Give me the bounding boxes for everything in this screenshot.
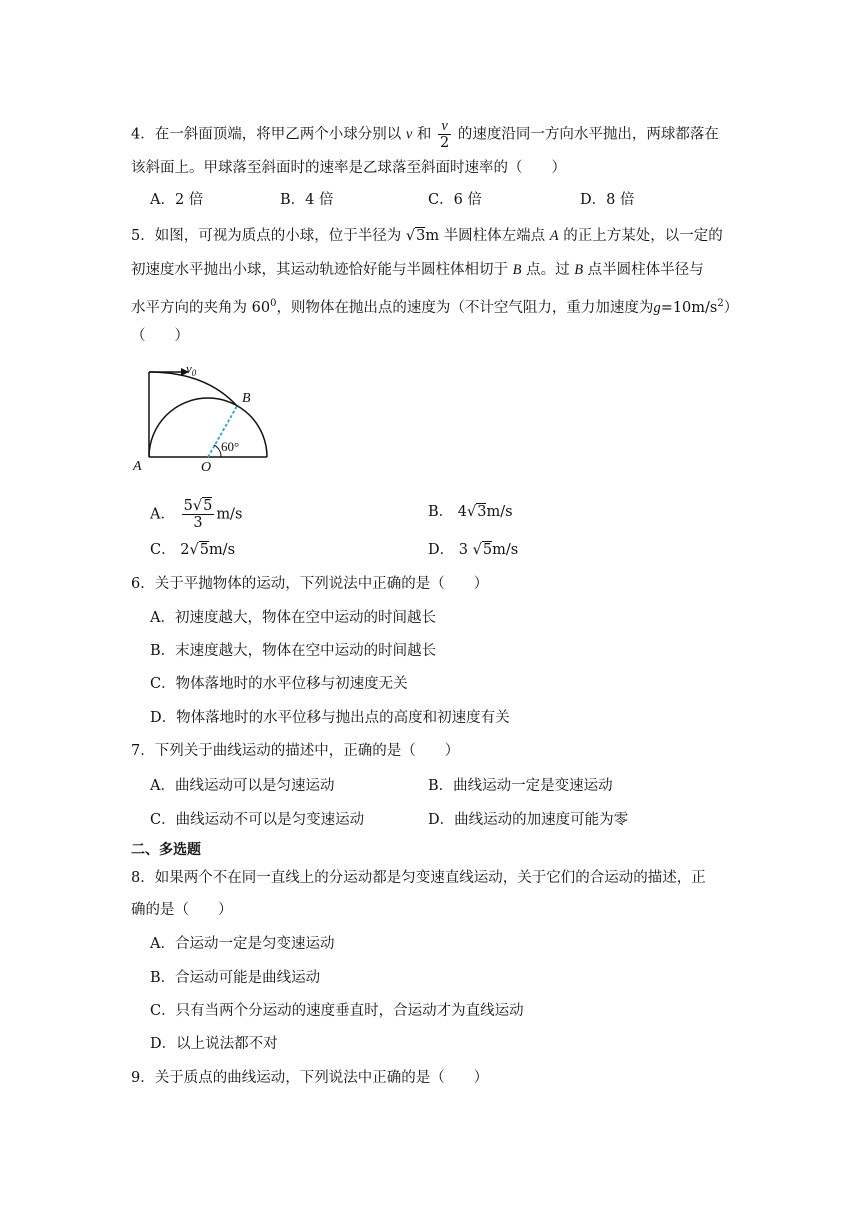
q4-option-d: D．8 倍 [580,192,635,208]
q5-text: 水平方向的夹角为 60 [131,299,271,316]
q8-option-b: B．合运动可能是曲线运动 [150,970,321,986]
radicand: 5 [482,542,493,558]
var-g: g [653,299,661,316]
q5-line4: （ ） [131,328,189,344]
q5-line1 [131,226,723,246]
q6-option-c: C．物体落地时的水平位移与初速度无关 [150,676,408,692]
q5-option-a [150,498,242,531]
q5-text: 初速度水平抛出小球，其运动轨迹恰好能与半圆柱体相切于 [131,262,508,278]
label-a: A [133,459,142,474]
q8-option-d: D．以上说法都不对 [150,1036,278,1052]
q4-option-c: C．6 倍 [428,192,482,208]
semicircle [149,398,267,457]
fraction-numerator: v [438,118,451,135]
radicand: 5 [199,542,209,558]
q7-option-c: C．曲线运动不可以是匀变速运动 [150,812,365,828]
q9-stem: 9．关于质点的曲线运动，下列说法中正确的是（ ） [131,1070,489,1086]
fraction-numerator [182,498,215,515]
label-o: O [201,460,212,475]
q7-option-a: A．曲线运动可以是匀速运动 [150,778,335,794]
q5-line3 [131,294,738,318]
unit: m [425,228,440,244]
sqrt: √5 [472,542,493,558]
section-heading: 二、多选题 [131,842,201,858]
option-label: C． [150,542,176,558]
radicand: 5 [203,498,213,514]
q5-text: ） [723,299,739,316]
q5-text: 点。过 [526,262,570,278]
q4-option-b: B．4 倍 [280,192,334,208]
coefficient: 2 [180,542,190,558]
sqrt: √3 [467,504,487,520]
option-label: D． [428,542,455,558]
fraction-5root5-over-3 [182,498,215,531]
radicand: 3 [416,228,426,244]
q5-option-c [150,540,235,560]
unit: m/s [216,506,243,523]
q4-text: 4．在一斜面顶端，将甲乙两个小球分别以 [131,126,402,143]
label-angle: 60° [221,439,240,454]
radicand: 3 [477,504,487,520]
point-b: B [512,262,522,278]
q7-option-d: D．曲线运动的加速度可能为零 [428,812,629,828]
unit: m/s [486,504,513,520]
coefficient: 3 [458,542,468,558]
coefficient: 4 [457,504,467,520]
q4-line1 [131,118,719,151]
option-label: A． [150,506,175,523]
q5-text: 的正上方某处，以一定的 [563,228,723,244]
coefficient: 5 [183,498,193,514]
q8-option-a: A．合运动一定是匀变速运动 [150,936,335,952]
q5-text: 半圆柱体左端点 [443,228,546,244]
superscript: 0 [270,298,277,309]
q5-option-d [428,540,518,560]
q4-text: 的速度沿同一方向水平抛出，两球都落在 [457,126,719,143]
superscript: 2 [717,298,724,309]
q5-text: =10m/s [660,299,718,316]
q6-option-a: A．初速度越大，物体在空中运动的时间越长 [150,610,436,626]
q6-option-b: B．末速度越大，物体在空中运动的时间越长 [150,643,437,659]
sqrt: √5 [192,498,213,514]
q8-line2: 确的是（ ） [131,902,233,918]
fraction-denominator: 3 [193,515,203,531]
q8-option-c: C．只有当两个分运动的速度垂直时，合运动才为直线运动 [150,1003,524,1019]
q7-stem: 7．下列关于曲线运动的描述中，正确的是（ ） [131,743,460,759]
q7-option-b: B．曲线运动一定是变速运动 [428,778,613,794]
fraction-v-over-2 [438,118,451,151]
unit: m/s [492,542,519,558]
angle-arc [214,445,221,457]
q8-line1: 8．如果两个不在同一直线上的分运动都是匀变速直线运动，关于它们的合运动的描述，正 [131,870,706,886]
q4-line2: 该斜面上。甲球落至斜面时的速率是乙球落至斜面时速率的（ ） [131,160,566,176]
sqrt: √5 [189,542,209,558]
label-v0: $v_0$ [186,361,197,378]
unit: m/s [208,542,236,558]
q5-line2 [131,260,704,280]
q4-text: 和 [416,126,432,143]
q6-stem: 6．关于平抛物体的运动，下列说法中正确的是（ ） [131,576,489,592]
var-v: v [405,126,413,143]
point-a: A [549,228,559,244]
q5-text: 点半圆柱体半径与 [587,262,704,278]
sqrt-3: √3 [405,228,426,244]
q5-option-b [428,502,513,522]
q4-option-a: A．2 倍 [150,192,204,208]
fraction-denominator: 2 [440,135,450,151]
option-label: B． [428,504,454,520]
q5-text: ，则物体在抛出点的速度为（不计空气阻力，重力加速度为 [276,299,654,316]
point-b: B [574,262,584,278]
semicylinder-figure [131,360,281,475]
label-b: B [242,391,251,406]
q6-option-d: D．物体落地时的水平位移与抛出点的高度和初速度有关 [150,710,510,726]
q5-text: 5．如图，可视为质点的小球，位于半径为 [131,228,402,244]
